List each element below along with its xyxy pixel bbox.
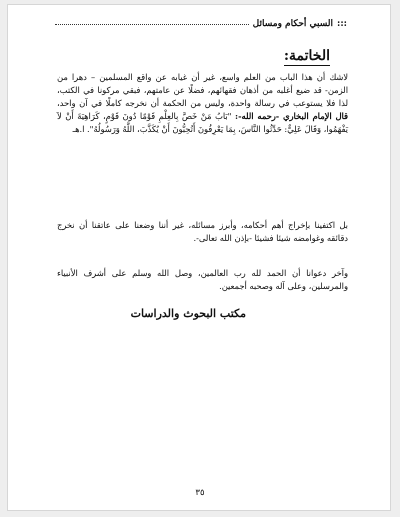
signature: مكتب البحوث والدراسات	[130, 307, 246, 320]
header-prefix: :::	[337, 19, 347, 29]
paragraph-closing-prayer: وآخر دعوانا أن الحمد لله رب العالمين، وصل الله وسلم على أشرف الأنبياء والمرسلين، وعلى آله وصحبه أجمعين.	[57, 268, 348, 291]
paragraph1-bold-phrase: قال الإمام البخاري -رحمه الله-:	[235, 111, 348, 121]
header-dotted-rule	[55, 24, 249, 25]
paragraph-scope: بل اكتفينا بإخراج أهم أحكامه، وأبرز مسائله، غير أننا وضعنا على عاتقنا أن نخرج دقائقه وغوامضه شيئا فشيئا -بإذن الله تعالى-.	[57, 220, 348, 243]
section-title	[68, 48, 330, 64]
page-number: ٣٥	[195, 488, 205, 498]
running-header	[55, 16, 347, 32]
paragraph-conclusion-intro	[57, 71, 348, 136]
section-title-text: الخاتمة:	[283, 48, 330, 64]
paragraph1-quote: "بَابُ مَنْ خَصَّ بِالعِلْمِ قَوْمًا دُونَ قَوْمٍ، كَرَاهِيَةَ أَنْ لاَ يَفْهَمُوا، وَقَالَ عَلِيٌّ: حَدِّثُوا النَّاسَ، بِمَا يَعْرِفُونَ أَتُحِبُّونَ أَنْ يُكَذَّبَ، اللَّهُ وَرَسُولُهُ". ا.هـ	[57, 111, 348, 134]
paragraph1-text-a: لاشك أن هذا الباب من العلم واسع، غير أن غيابه عن واقع المسلمين – دهرا من الزمن- قد ضيع أغلبه من أذهان فقهائهم، فضلًا عن عامتهم، فبقي مركونا في الكتب، لذا فلا يستوعب في رسالة واحدة، وليس من الحكمة أن نخرجه كاملًا في آن واحد،	[57, 72, 348, 108]
header-title: السبي أحكام ومسائل	[252, 19, 334, 29]
document-page	[7, 4, 391, 511]
